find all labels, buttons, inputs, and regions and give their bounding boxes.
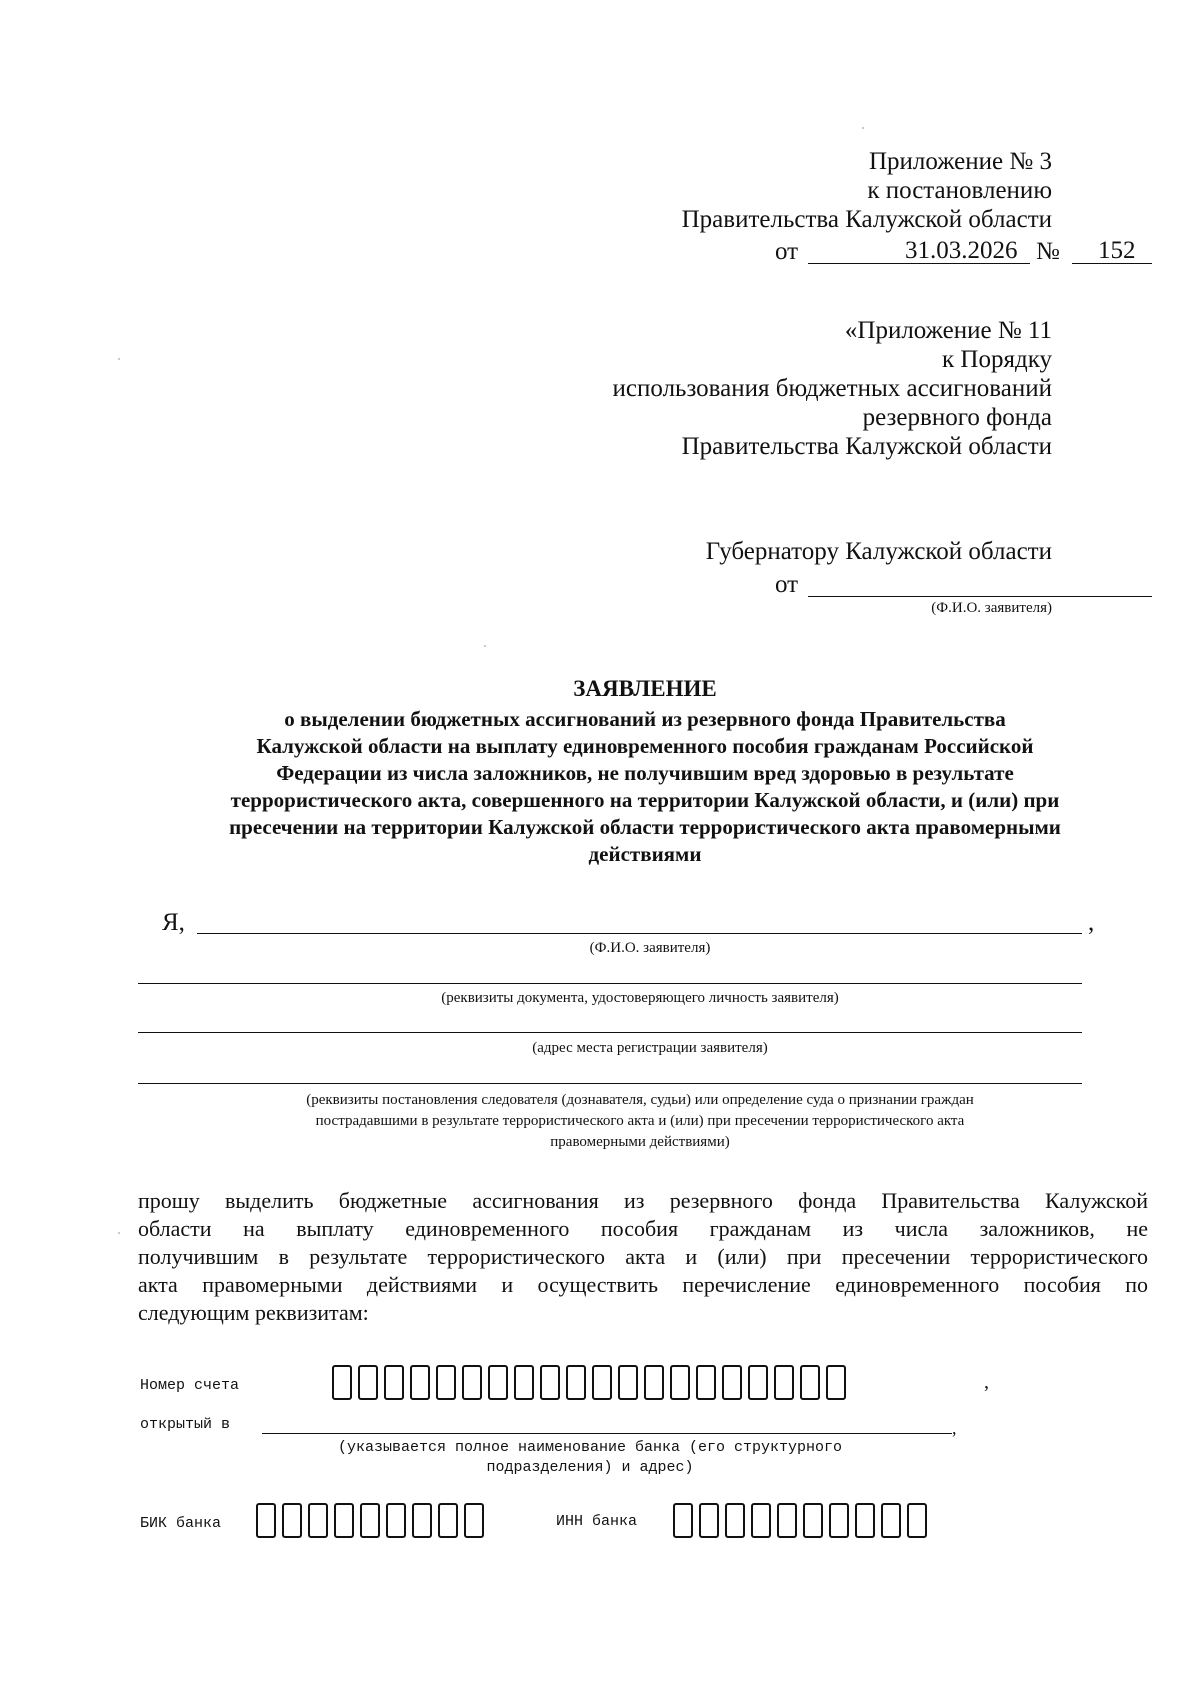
opened-in-label: открытый в <box>140 1416 231 1433</box>
account-number-cells <box>332 1365 852 1400</box>
inn-digit-cell[interactable] <box>699 1503 719 1538</box>
bank-name-line <box>262 1433 952 1434</box>
bik-cells <box>256 1503 490 1538</box>
order-government: Правительства Калужской области <box>681 433 1052 460</box>
account-digit-cell[interactable] <box>670 1365 690 1400</box>
inn-label: ИНН банка <box>556 1513 638 1530</box>
bank-name-caption <box>270 1438 910 1478</box>
account-digit-cell[interactable] <box>410 1365 430 1400</box>
applicant-address-caption: (адрес места регистрации заявителя) <box>532 1040 768 1056</box>
inn-digit-cell[interactable] <box>673 1503 693 1538</box>
resolution-caption-line-1: (реквизиты постановления следователя (дознавателя, судьи) или определение суда о признании граждан <box>306 1092 974 1108</box>
bik-digit-cell[interactable] <box>360 1503 380 1538</box>
account-digit-cell[interactable] <box>748 1365 768 1400</box>
applicant-fio-caption: (Ф.И.О. заявителя) <box>589 940 711 956</box>
order-fund: резервного фонда <box>862 404 1052 431</box>
order-appendix-number: «Приложение № 11 <box>844 317 1052 344</box>
account-digit-cell[interactable] <box>800 1365 820 1400</box>
addressee-fio-caption: (Ф.И.О. заявителя) <box>931 600 1052 616</box>
bank-caption-line-1: (указывается полное наименование банка (его структурного <box>337 1439 843 1456</box>
addressee-to: Губернатору Калужской области <box>705 538 1052 565</box>
title-line-3: Федерации из числа заложников, не получившим вред здоровью в результате <box>276 761 1014 785</box>
resolution-date: 31.03.2026 <box>905 237 1018 264</box>
account-digit-cell[interactable] <box>696 1365 716 1400</box>
document-title <box>100 675 1190 868</box>
bik-digit-cell[interactable] <box>282 1503 302 1538</box>
inn-digit-cell[interactable] <box>881 1503 901 1538</box>
title-line-6: действиями <box>588 842 702 866</box>
title-line-2: Калужской области на выплату единовременного пособия гражданам Российской <box>256 734 1034 758</box>
account-digit-cell[interactable] <box>566 1365 586 1400</box>
account-digit-cell[interactable] <box>332 1365 352 1400</box>
account-digit-cell[interactable] <box>826 1365 846 1400</box>
inn-digit-cell[interactable] <box>907 1503 927 1538</box>
bik-digit-cell[interactable] <box>386 1503 406 1538</box>
appendix-ref: к постановлению <box>867 177 1052 204</box>
title-line-1: о выделении бюджетных ассигнований из резервного фонда Правительства <box>284 707 1006 731</box>
applicant-resolution-line <box>138 1083 1082 1084</box>
bik-digit-cell[interactable] <box>438 1503 458 1538</box>
bank-caption-line-2: подразделения) и адрес) <box>486 1459 694 1476</box>
bik-digit-cell[interactable] <box>308 1503 328 1538</box>
account-digit-cell[interactable] <box>540 1365 560 1400</box>
bik-digit-cell[interactable] <box>256 1503 276 1538</box>
account-trailing-comma: , <box>984 1371 989 1393</box>
account-digit-cell[interactable] <box>592 1365 612 1400</box>
appendix-header <box>452 147 1052 234</box>
request-line-4: акта правомерными действиями и осуществить перечисление единовременного пособия по <box>138 1272 1148 1297</box>
addressee-from-label: от <box>775 571 799 598</box>
inn-digit-cell[interactable] <box>751 1503 771 1538</box>
request-line-5: следующим реквизитам: <box>138 1300 369 1325</box>
scan-speck <box>484 645 486 647</box>
scan-speck <box>118 1232 120 1234</box>
addressee-fio-line <box>808 596 1152 597</box>
appendix-number: Приложение № 3 <box>868 148 1052 175</box>
request-line-1: прошу выделить бюджетные ассигнования из резервного фонда Правительства Калужской <box>138 1188 1148 1213</box>
resolution-number-label: № <box>1036 238 1060 265</box>
title-heading: ЗАЯВЛЕНИЕ <box>573 676 717 701</box>
scan-speck <box>862 127 864 129</box>
inn-cells <box>673 1503 933 1538</box>
bik-digit-cell[interactable] <box>334 1503 354 1538</box>
bank-trailing-comma: , <box>952 1418 957 1438</box>
account-number-label: Номер счета <box>140 1377 240 1394</box>
account-digit-cell[interactable] <box>514 1365 534 1400</box>
applicant-fio-line <box>197 933 1082 934</box>
bik-digit-cell[interactable] <box>464 1503 484 1538</box>
inn-digit-cell[interactable] <box>855 1503 875 1538</box>
order-usage: использования бюджетных ассигнований <box>612 375 1052 402</box>
order-ref: к Порядку <box>942 346 1052 373</box>
order-header <box>352 316 1052 461</box>
account-digit-cell[interactable] <box>644 1365 664 1400</box>
resolution-from-label: от <box>775 238 799 265</box>
bik-digit-cell[interactable] <box>412 1503 432 1538</box>
request-paragraph <box>138 1187 1148 1327</box>
account-digit-cell[interactable] <box>722 1365 742 1400</box>
account-digit-cell[interactable] <box>618 1365 638 1400</box>
resolution-number: 152 <box>1098 237 1136 264</box>
inn-digit-cell[interactable] <box>803 1503 823 1538</box>
title-line-5: пресечении на территории Калужской области террористического акта правомерными <box>229 815 1061 839</box>
account-digit-cell[interactable] <box>358 1365 378 1400</box>
resolution-caption-line-3: правомерными действиями) <box>550 1134 730 1150</box>
applicant-address-line <box>138 1032 1082 1033</box>
bik-label: БИК банка <box>140 1515 222 1532</box>
account-digit-cell[interactable] <box>436 1365 456 1400</box>
scan-speck <box>118 358 120 360</box>
request-line-2: области на выплату единовременного пособия гражданам из числа заложников, не <box>138 1216 1148 1241</box>
applicant-resolution-caption <box>170 1090 1110 1153</box>
applicant-comma: , <box>1088 909 1095 936</box>
request-line-3: получившим в результате террористического акта и (или) при пресечении террористического <box>138 1244 1148 1269</box>
applicant-i-label: Я, <box>162 909 185 936</box>
inn-digit-cell[interactable] <box>777 1503 797 1538</box>
inn-digit-cell[interactable] <box>725 1503 745 1538</box>
title-line-4: террористического акта, совершенного на территории Калужской области, и (или) при <box>230 788 1060 812</box>
account-digit-cell[interactable] <box>774 1365 794 1400</box>
account-digit-cell[interactable] <box>384 1365 404 1400</box>
resolution-caption-line-2: пострадавшими в результате террористического акта и (или) при пресечении террористического акта <box>315 1113 965 1129</box>
applicant-document-caption: (реквизиты документа, удостоверяющего личность заявителя) <box>441 990 839 1006</box>
applicant-document-line <box>138 983 1082 984</box>
account-digit-cell[interactable] <box>462 1365 482 1400</box>
account-digit-cell[interactable] <box>488 1365 508 1400</box>
inn-digit-cell[interactable] <box>829 1503 849 1538</box>
appendix-government: Правительства Калужской области <box>681 206 1052 233</box>
